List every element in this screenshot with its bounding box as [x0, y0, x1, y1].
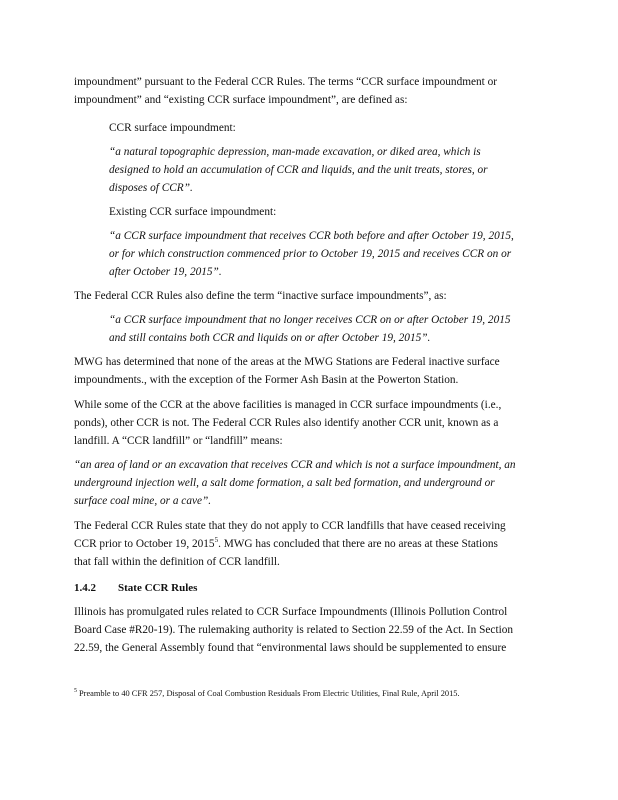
- definition-quote-line: or for which construction commenced prior to October 19, 2015 and receives CCR on or: [109, 248, 512, 260]
- definition-quote-line: “a CCR surface impoundment that receives CCR both before and after October 19, 2015,: [109, 230, 514, 242]
- body-line: landfill. A “CCR landfill” or “landfill” means:: [74, 435, 283, 447]
- body-line: 22.59, the General Assembly found that “environmental laws should be supplemented to ensure: [74, 642, 507, 654]
- body-line: that fall within the definition of CCR landfill.: [74, 556, 280, 568]
- definition-label: Existing CCR surface impoundment:: [109, 206, 277, 218]
- footnote: [74, 688, 460, 700]
- body-line: impoundment” and “existing CCR surface impoundment”, are defined as:: [74, 94, 408, 106]
- definition-label: CCR surface impoundment:: [109, 122, 236, 134]
- definition-quote-line: designed to hold an accumulation of CCR and liquids, and the unit treats, stores, or: [109, 164, 488, 176]
- definition-quote-line: “a natural topographic depression, man-made excavation, or diked area, which is: [109, 146, 481, 158]
- definition-quote-line: surface coal mine, or a cave”.: [74, 495, 212, 507]
- body-line: The Federal CCR Rules also define the term “inactive surface impoundments”, as:: [74, 290, 447, 302]
- section-title: State CCR Rules: [118, 582, 198, 594]
- footnote-reference: 5: [214, 536, 219, 545]
- body-line: MWG has determined that none of the areas at the MWG Stations are Federal inactive surface: [74, 356, 500, 368]
- definition-quote-line: “a CCR surface impoundment that no longer receives CCR on or after October 19, 2015: [109, 314, 511, 326]
- body-line: Illinois has promulgated rules related to CCR Surface Impoundments (Illinois Pollution Control: [74, 606, 508, 618]
- body-line: impoundment” pursuant to the Federal CCR Rules. The terms “CCR surface impoundment or: [74, 76, 498, 88]
- body-line: While some of the CCR at the above facilities is managed in CCR surface impoundments (i.e.,: [74, 399, 502, 411]
- definition-quote-line: “an area of land or an excavation that receives CCR and which is not a surface impoundment, an: [74, 459, 516, 471]
- body-text: . MWG has concluded that there are no areas at these Stations: [218, 538, 498, 550]
- body-line: impoundments., with the exception of the Former Ash Basin at the Powerton Station.: [74, 374, 459, 386]
- definition-quote-line: after October 19, 2015”.: [109, 266, 222, 278]
- body-line: The Federal CCR Rules state that they do not apply to CCR landfills that have ceased receiving: [74, 520, 506, 532]
- definition-quote-line: and still contains both CCR and liquids on or after October 19, 2015”.: [109, 332, 431, 344]
- section-number: 1.4.2: [74, 582, 96, 594]
- section-heading: [74, 579, 546, 597]
- definition-quote-line: underground injection well, a salt dome formation, a salt bed formation, and underground or: [74, 477, 495, 489]
- body-text: CCR prior to October 19, 2015: [74, 538, 215, 550]
- body-line: [74, 535, 546, 553]
- body-line: ponds), other CCR is not. The Federal CCR Rules also identify another CCR unit, known as a: [74, 417, 499, 429]
- footnote-marker: 5: [74, 688, 77, 695]
- definition-quote-line: disposes of CCR”.: [109, 182, 193, 194]
- footnote-text: Preamble to 40 CFR 257, Disposal of Coal Combustion Residuals From Electric Utilities, Final Rule, April 2015.: [79, 689, 460, 698]
- body-line: Board Case #R20-19). The rulemaking authority is related to Section 22.59 of the Act. In Section: [74, 624, 514, 636]
